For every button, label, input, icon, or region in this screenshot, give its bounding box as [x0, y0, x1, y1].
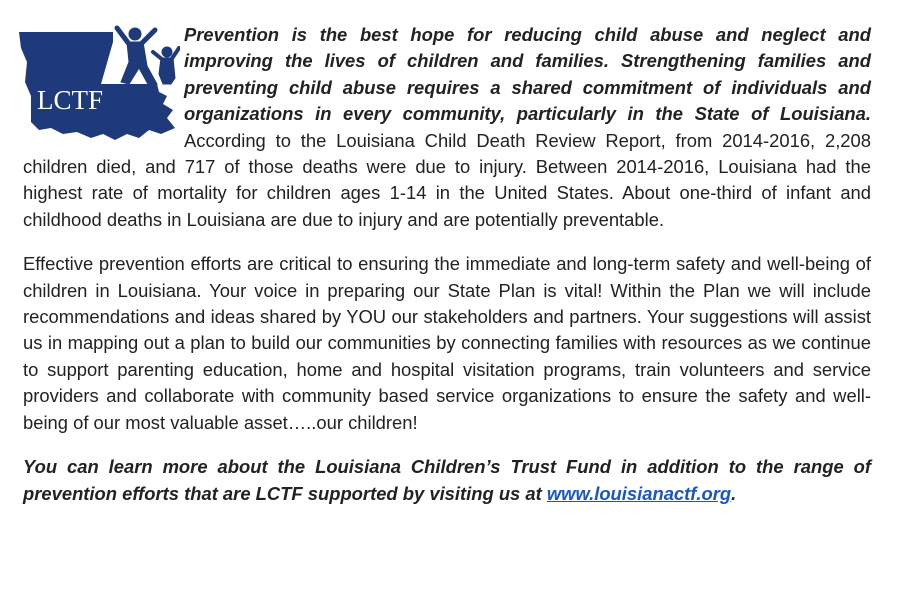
logo-text: LCTF [37, 85, 104, 115]
website-link[interactable]: www.louisianactf.org [546, 482, 732, 504]
intro-bold-text: Prevention is the best hope for reducing child abuse and neglect and improving the lives of children and families. Strengthening families and preventing child abuse requires a shared commitment of individuals and organizations in every community, particularly in the State of Louisiana. [184, 24, 871, 125]
logo-figures [117, 28, 179, 86]
closing-text: You can learn more about the Louisiana Children’s Trust Fund in addition to the range of prevention efforts that are LCTF supported by visiting us at [23, 456, 871, 504]
louisiana-map-logo-icon [17, 22, 180, 147]
closing-end: . [731, 482, 737, 504]
closing-paragraph [23, 454, 871, 507]
lctf-logo [17, 22, 180, 147]
prevention-paragraph: Effective prevention efforts are critical to ensuring the immediate and long-term safety and well-being of children in Louisiana. Your voice in preparing our State Plan is vital! Within the Plan we will include recommendations and ideas shared by YOU our stakeholders and partners. Your suggestions will assist us in mapping out a plan to build our communities by connecting families with resources as we continue to support parenting education, home and hospital visitation programs, train volunteers and service providers and collaborate with community based service organizations to ensure the safety and well-being of our most valuable asset…..our children! [23, 253, 871, 433]
intro-body-text: According to the Louisiana Child Death Review Report, from 2014-2016, 2,208 children died, and 717 of those deaths were due to injury. Between 2014-2016, Louisiana had the highest rate of mortality for children ages 1-14 in the United States. About one-third of infant and childhood deaths in Louisiana are due to injury and are potentially preventable. [23, 129, 871, 230]
document-page [23, 22, 871, 507]
